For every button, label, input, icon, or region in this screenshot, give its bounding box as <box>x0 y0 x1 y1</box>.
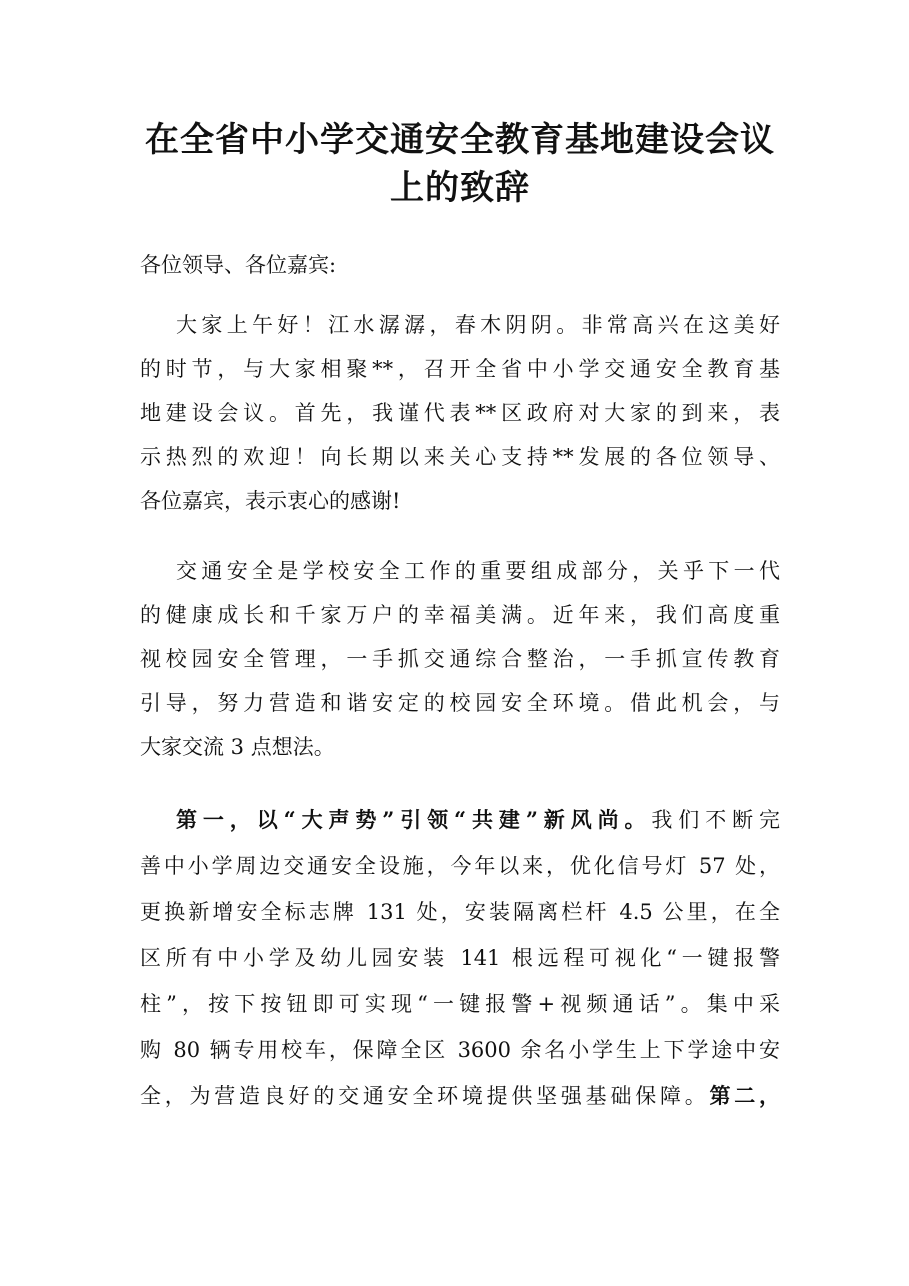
paragraph-1-line-4: 示热烈的欢迎！向长期以来关心支持**发展的各位领导、 <box>140 445 780 469</box>
document-title-line-1: 在全省中小学交通安全教育基地建设会议 <box>145 120 775 160</box>
paragraph-3-line-5: 柱”，按下按钮即可实现“一键报警+视频通话”。集中采 <box>140 992 780 1016</box>
paragraph-3-line-3: 更换新增安全标志牌 131 处，安装隔离栏杆 4.5 公里，在全 <box>140 900 780 924</box>
paragraph-3-line-1 <box>176 805 780 835</box>
document-title-line-2: 上的致辞 <box>390 168 530 208</box>
paragraph-3-line-2: 善中小学周边交通安全设施，今年以来，优化信号灯 57 处， <box>140 854 780 878</box>
paragraph-3-line-7-text: 全，为营造良好的交通安全环境提供坚强基础保障。 <box>140 1084 710 1108</box>
paragraph-3-line-6: 购 80 辆专用校车，保障全区 3600 余名小学生上下学途中安 <box>140 1038 780 1062</box>
paragraph-3-line-4: 区所有中小学及幼儿园安装 141 根远程可视化“一键报警 <box>140 946 780 970</box>
paragraph-2-line-2: 的健康成长和千家万户的幸福美满。近年来，我们高度重 <box>140 603 780 627</box>
paragraph-2-line-5: 大家交流 3 点想法。 <box>140 735 335 759</box>
salutation: 各位领导、各位嘉宾: <box>140 253 337 277</box>
paragraph-2-line-1: 交通安全是学校安全工作的重要组成部分，关乎下一代 <box>176 559 780 583</box>
paragraph-1-line-1: 大家上午好！江水潺潺，春木阴阴。非常高兴在这美好 <box>176 313 780 337</box>
paragraph-1-line-2: 的时节，与大家相聚**，召开全省中小学交通安全教育基 <box>140 357 780 381</box>
paragraph-1-line-5: 各位嘉宾，表示衷心的感谢! <box>140 489 401 513</box>
paragraph-3-line-1-text: 我们不断完 <box>651 808 781 832</box>
paragraph-2-line-4: 引导，努力营造和谐安定的校园安全环境。借此机会，与 <box>140 691 780 715</box>
paragraph-3-line-7 <box>140 1081 780 1111</box>
paragraph-1-line-3: 地建设会议。首先，我谨代表**区政府对大家的到来，表 <box>140 401 780 425</box>
paragraph-2-line-3: 视校园安全管理，一手抓交通综合整治，一手抓宣传教育 <box>140 647 780 671</box>
paragraph-3-heading: 第一，以“大声势”引领“共建”新风尚。 <box>176 807 652 832</box>
paragraph-3-next-point-heading: 第二， <box>709 1083 781 1108</box>
